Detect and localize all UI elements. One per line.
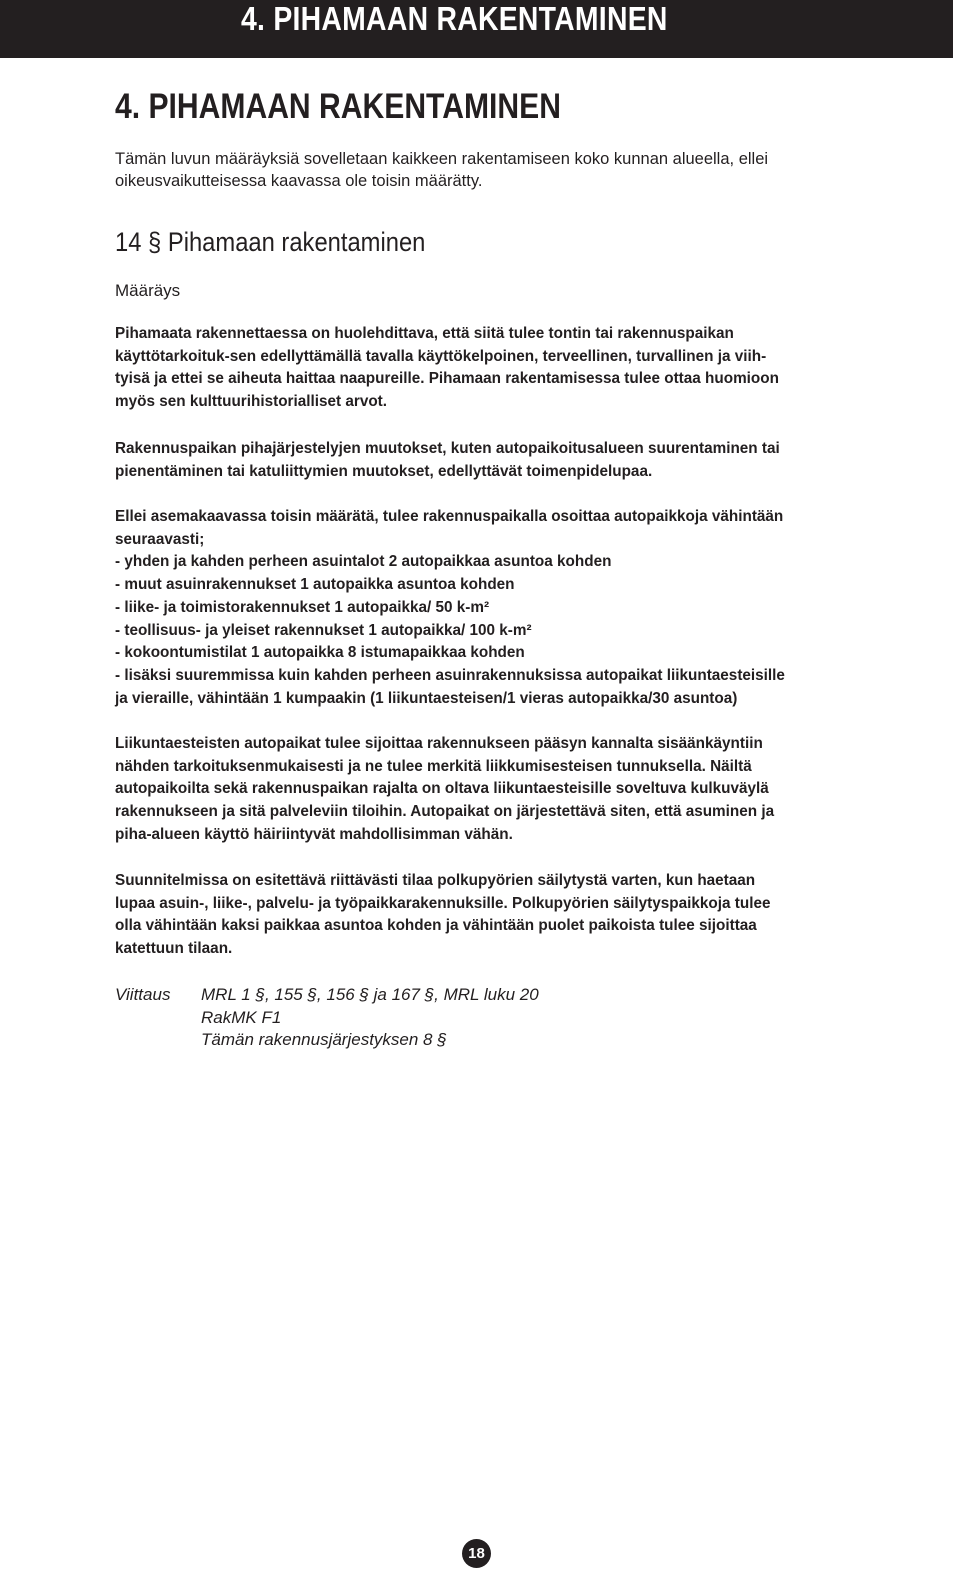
chapter-intro: Tämän luvun määräyksiä sovelletaan kaikkeen rakentamiseen koko kunnan alueella, ellei oikeusvaikutteisessa kaavassa ole toisin määrätty.: [115, 150, 769, 190]
reference-label: Viittaus: [115, 985, 171, 1004]
page-number-badge: 18: [462, 1539, 491, 1568]
paragraph-arrangement-changes: [115, 438, 845, 483]
header-bar: [0, 0, 953, 58]
parking-list-item: - muut asuinrakennukset 1 autopaikka asuntoa kohden: [115, 576, 515, 594]
paragraph-line: katettuun tilaan.: [115, 940, 233, 958]
reference-item: MRL 1 §, 155 §, 156 § ja 167 §, MRL luku 20: [201, 985, 539, 1004]
paragraph-line: Suunnitelmissa on esitettävä riittävästi tilaa polkupyörien säilytystä varten, kun haetaan: [115, 872, 756, 889]
parking-list-item: - liike- ja toimistorakennukset 1 autopaikka/ 50 k-m²: [115, 598, 490, 616]
paragraph-line: seuraavasti;: [115, 530, 205, 548]
paragraph-line: Liikuntaesteisten autopaikat tulee sijoittaa rakennukseen pääsyn kannalta sisäänkäyntiin: [115, 735, 763, 752]
paragraph-line: myös sen kulttuurihistorialliset arvot.: [115, 393, 388, 411]
paragraph-line: tyisä ja ettei se aiheuta haittaa naapureille. Pihamaan rakentamisessa tulee ottaa huomioon: [115, 370, 779, 388]
parking-list-item: - kokoontumistilat 1 autopaikka 8 istumapaikkaa kohden: [115, 644, 525, 662]
paragraph-line: olla vähintään kaksi paikkaa asuntoa kohden ja vähintään puolet paikoista tulee sijoittaa: [115, 917, 757, 935]
reference-item: Tämän rakennusjärjestyksen 8 §: [201, 1030, 447, 1050]
parking-list-item: - teollisuus- ja yleiset rakennukset 1 autopaikka/ 100 k-m²: [115, 621, 532, 639]
parking-list-item: - yhden ja kahden perheen asuintalot 2 autopaikkaa asuntoa kohden: [115, 553, 612, 571]
chapter-title: 4. PIHAMAAN RAKENTAMINEN: [115, 87, 561, 126]
section-title: 14 § Pihamaan rakentaminen: [115, 227, 426, 257]
paragraph-line: Pihamaata rakennettaessa on huolehdittava, että siitä tulee tontin tai rakennuspaikan: [115, 325, 734, 342]
reference-item: RakMK F1: [201, 1007, 282, 1027]
paragraph-line: rakennukseen ja sitä palveleviin tiloihin. Autopaikat on järjestettävä siten, että asuminen ja: [115, 803, 775, 821]
paragraph-courtyard-general: [115, 323, 845, 414]
paragraph-accessible-parking: [115, 733, 845, 847]
paragraph-line: nähden tarkoituksenmukaisesti ja ne tulee merkitä liikkumisesteisen tunnuksella. Näiltä: [115, 757, 752, 775]
paragraph-parking-requirements: [115, 506, 845, 710]
paragraph-line: Rakennuspaikan pihajärjestelyjen muutokset, kuten autopaikoitusalueen suurentaminen tai: [115, 440, 780, 457]
section-subheading: Määräys: [115, 281, 181, 300]
paragraph-bicycle-storage: [115, 870, 845, 961]
parking-list-item: - lisäksi suuremmissa kuin kahden perheen asuinrakennuksissa autopaikat liikuntaesteisille: [115, 666, 785, 684]
paragraph-line: Ellei asemakaavassa toisin määrätä, tulee rakennuspaikalla osoittaa autopaikkoja vähintään: [115, 508, 784, 525]
paragraph-line: käyttötarkoituk-sen edellyttämällä tavalla käyttökelpoinen, terveellinen, turvallinen ja viih-: [115, 347, 767, 365]
paragraph-line: lupaa asuin-, liike-, palvelu- ja työpaikkarakennuksille. Polkupyörien säilytyspaikkoja tulee: [115, 894, 771, 912]
paragraph-line: pienentäminen tai katuliittymien muutokset, edellyttävät toimenpidelupaa.: [115, 462, 653, 480]
header-title: 4. PIHAMAAN RAKENTAMINEN: [241, 0, 668, 37]
paragraph-line: ja vieraille, vähintään 1 kumpaakin (1 liikuntaesteisen/1 vieras autopaikka/30 asuntoa): [115, 689, 738, 707]
paragraph-line: piha-alueen käyttö häiriintyvät mahdollisimman vähän.: [115, 825, 513, 843]
reference-list: [201, 984, 539, 1052]
paragraph-line: autopaikoilta sekä rakennuspaikan rajalta on oltava liikuntaesteisille soveltuva kulkuväylä: [115, 780, 769, 798]
